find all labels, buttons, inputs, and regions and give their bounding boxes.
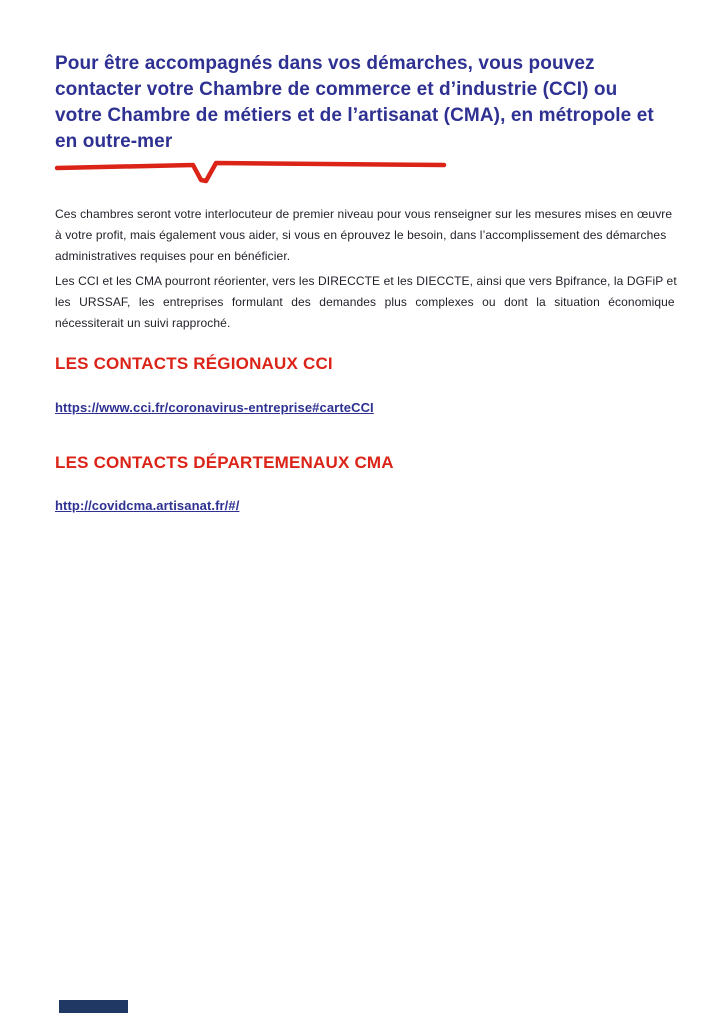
section-heading-cma: LES CONTACTS DÉPARTEMENAUX CMA [55,453,394,472]
paragraph-line: les URSSAF, les entreprises formulant des demandes plus complexes ou dont la situation économique [55,295,675,309]
paragraph-line: Les CCI et les CMA pourront réorienter, vers les DIRECCTE et les DIECCTE, ainsi que vers Bpifrance, la DGFiP et [55,274,677,288]
title-line: Pour être accompagnés dans vos démarches, vous pouvez [55,53,595,74]
paragraph-line: à votre profit, mais également vous aider, si vous en éprouvez le besoin, dans l’accomplissement des démarches [55,228,667,242]
paragraph [55,204,673,267]
paragraph-line: nécessiterait un suivi rapproché. [55,316,231,330]
paragraph-line: Ces chambres seront votre interlocuteur de premier niveau pour vous renseigner sur les mesures mises en œuvre [55,207,673,221]
section-heading-cci: LES CONTACTS RÉGIONAUX CCI [55,354,333,373]
paragraph-line: administratives requises pour en bénéficier. [55,249,291,263]
paragraph [55,271,677,334]
title-line: en outre-mer [55,131,173,152]
title-line: contacter votre Chambre de commerce et d’industrie (CCI) ou [55,79,618,100]
page-title [55,51,705,155]
cma-contacts-link[interactable]: http://covidcma.artisanat.fr/#/ [55,498,240,513]
footer-bar [59,1000,128,1013]
red-underline-graphic [55,158,447,186]
cci-contacts-link[interactable]: https://www.cci.fr/coronavirus-entreprise#carteCCI [55,400,374,415]
title-line: votre Chambre de métiers et de l’artisanat (CMA), en métropole et [55,105,654,126]
